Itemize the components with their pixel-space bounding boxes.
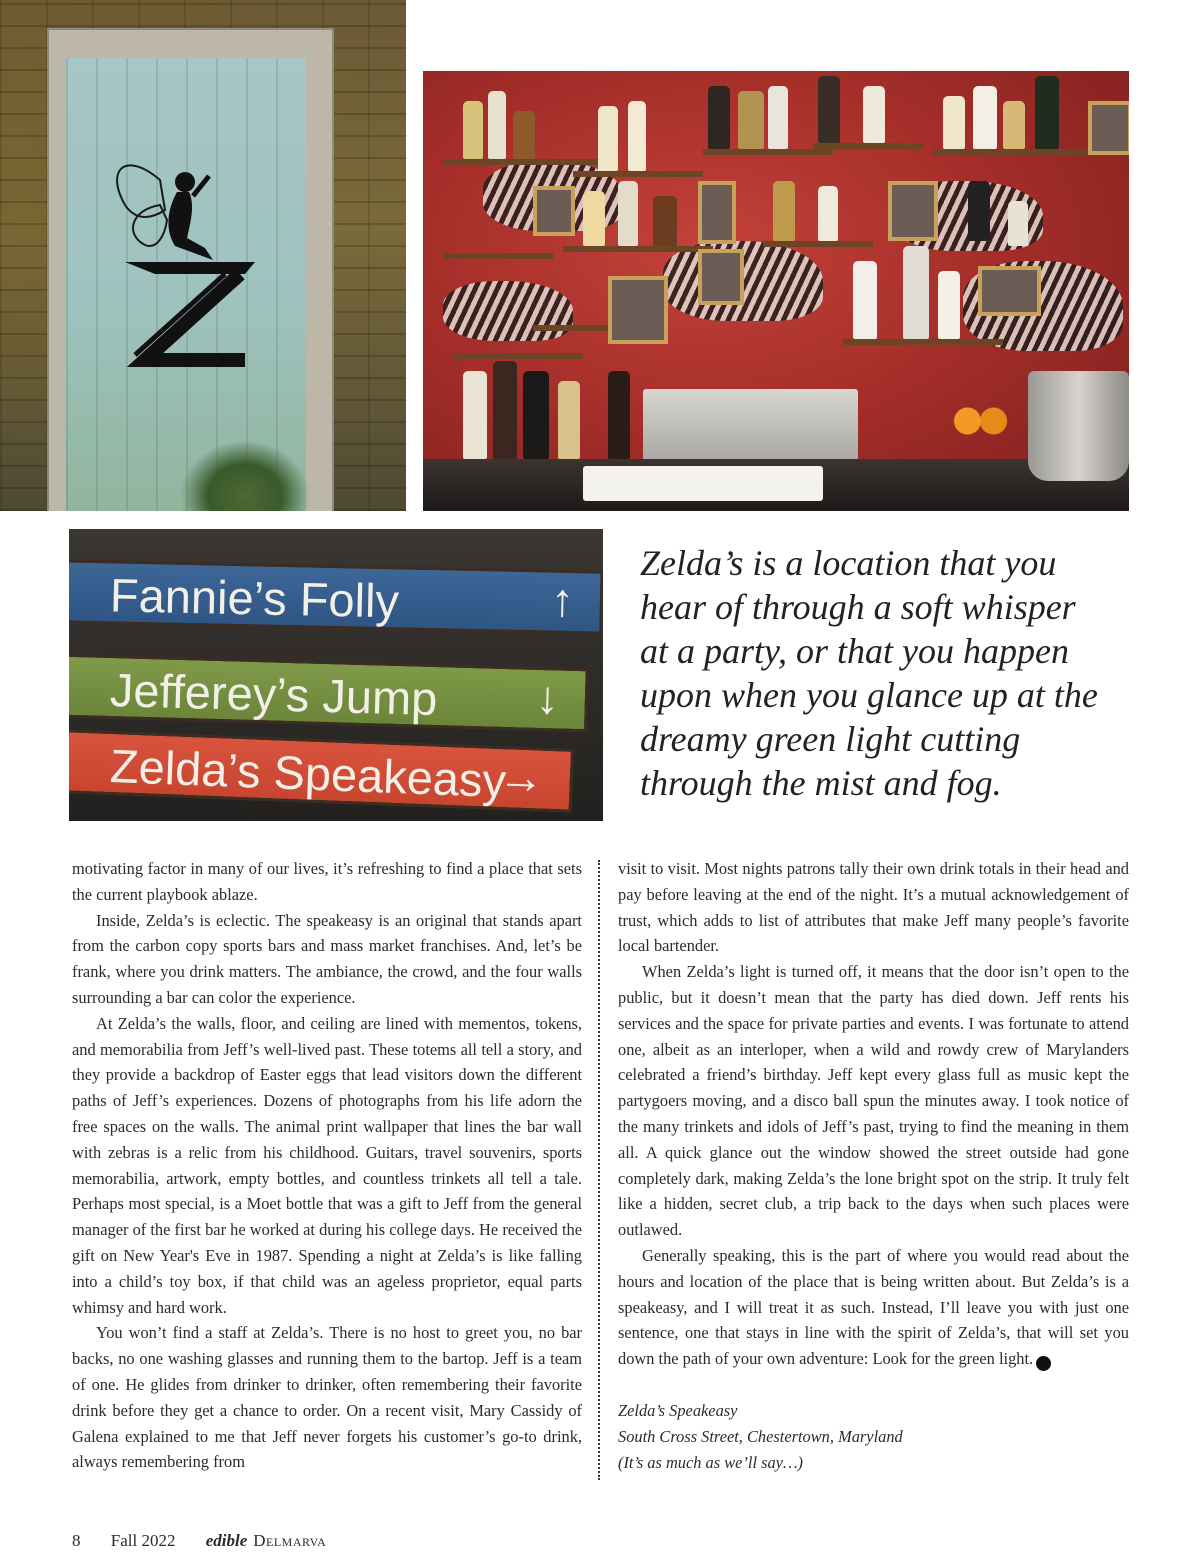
- orange-bowl: [948, 401, 1013, 441]
- bottle: [523, 371, 549, 459]
- issue-label: Fall 2022: [110, 1531, 176, 1550]
- end-mark-icon: e: [1036, 1356, 1051, 1371]
- bottle: [853, 261, 877, 339]
- bar-wall-photo: [423, 71, 1129, 511]
- bottle: [618, 181, 638, 246]
- shelf: [703, 149, 833, 155]
- signs-photo: [69, 529, 603, 821]
- article-column-right: [618, 856, 1129, 1372]
- bottle: [598, 106, 618, 171]
- bottle: [583, 191, 605, 246]
- bottle: [653, 196, 677, 246]
- framed-photo: [608, 276, 668, 344]
- shelf: [813, 143, 923, 149]
- bottle: [768, 86, 788, 149]
- page-number: 8: [72, 1531, 81, 1550]
- venue-name: Zelda’s Speakeasy: [618, 1401, 738, 1420]
- bottle: [628, 101, 646, 171]
- bottle: [708, 86, 730, 149]
- bottle: [943, 96, 965, 149]
- shelf: [763, 241, 873, 247]
- zebra-wallpaper: [443, 281, 573, 341]
- brand-prefix: edible: [205, 1531, 248, 1550]
- bottle: [463, 101, 483, 159]
- bottle: [968, 181, 990, 241]
- fairy-martini-logo-icon: [105, 150, 265, 380]
- bottle: [938, 271, 960, 339]
- paragraph-text: Generally speaking, this is the part of where you would read about the hours and location of the place that is being written about. But Zelda’s is a speakeasy, and I will treat it as such. Instead, I’ll leave you with just one sentence, one that stays in line with the spirit of Zelda’s, that will set you down the path of your own adventure: Look for the green light.: [618, 1245, 1129, 1369]
- bottle: [488, 91, 506, 159]
- shelf: [573, 171, 703, 177]
- paragraph: Inside, Zelda’s is eclectic. The speakeasy is an original that stands apart from the carbon copy sports bars and mass market franchises. And, let’s be frank, where you drink matters. The ambiance, the crowd, and the four walls surrounding a bar can color the experience.: [72, 910, 582, 1007]
- arrow-up-icon: ↑: [550, 573, 575, 627]
- brand-name: Delmarva: [253, 1531, 327, 1550]
- arrow-down-icon: ↓: [535, 670, 560, 724]
- bottle: [463, 371, 487, 459]
- framed-photo: [1088, 101, 1129, 155]
- page-footer: [72, 1531, 352, 1551]
- framed-photo: [533, 186, 575, 236]
- sign-label: Fannie’s Folly: [109, 568, 400, 628]
- bottle: [1035, 76, 1059, 149]
- shelf: [563, 246, 713, 252]
- bottle: [493, 361, 517, 459]
- bottle: [513, 111, 535, 159]
- venue-info: [618, 1398, 1129, 1475]
- arrow-right-icon: →: [496, 749, 545, 804]
- shelf: [933, 149, 1093, 155]
- column-divider: [598, 860, 600, 1480]
- paragraph-last: [618, 1243, 1129, 1372]
- framed-photo: [698, 249, 744, 305]
- framed-photo: [978, 266, 1041, 316]
- bottle: [738, 91, 764, 149]
- sign-fannies-folly: [69, 559, 603, 634]
- bottle: [818, 76, 840, 143]
- shelf: [443, 159, 603, 165]
- bottle: [818, 186, 838, 241]
- article-column-left: [72, 856, 582, 1475]
- bottle: [1008, 201, 1028, 246]
- cutting-board: [583, 466, 823, 501]
- paragraph: When Zelda’s light is turned off, it means that the door isn’t open to the public, but it doesn’t mean that the party has died down. Jeff rents his services and the space for private parties and events. I was fortunate to attend one, albeit as an interloper, when a wild and rowdy crew of Marylanders celebrated a friend’s birthday. Jeff kept every glass full as music kept the partygoers moving, and a disco ball spun the minutes away. I took notice of the many trinkets and idols of Jeff’s past, trying to find the meaning in them all. A quick glance out the window showed the street outside had gone completely dark, making Zelda’s the lone bright spot on the strip. It truly felt like a hidden, secret club, a trip back to the days when such places were outlawed.: [618, 962, 1129, 1240]
- sign-jefferys-jump: [69, 654, 589, 733]
- bottle: [903, 246, 929, 339]
- bottle: [608, 371, 630, 459]
- venue-address: South Cross Street, Chestertown, Maryland: [618, 1426, 903, 1446]
- shelf: [443, 253, 553, 259]
- sign-zeldas-speakeasy: [69, 729, 574, 813]
- paragraph: At Zelda’s the walls, floor, and ceiling are lined with mementos, tokens, and memorabilia from Jeff’s well-lived past. These totems all tell a story, and they provide a backdrop of Easter eggs that lead visitors down the different paths of Jeff’s experiences. Dozens of photographs from his life adorn the free spaces on the walls. The animal print wallpaper that lines the bar wall with zebras is a relic from his childhood. Guitars, travel souvenirs, sports memorabilia, artwork, empty bottles, and countless trinkets all tell a tale. Perhaps most special, is a Moet bottle that was a gift to Jeff from the general manager of the first bar he worked at during his college days. He received the gift on New Year's Eve in 1987. Spending a night at Zelda’s is like falling into a child’s toy box, if that child was an ageless proprietor, equal parts whimsy and hard work.: [72, 1013, 582, 1317]
- paragraph: You won’t find a staff at Zelda’s. There is no host to greet you, no bar backs, no one washing glasses and running them to the bartop. Jeff is a team of one. He glides from drinker to drinker, often remembering their favorite drink before they get a chance to order. On a recent visit, Mary Cassidy of Galena explained to me that Jeff never forgets his customer’s go-to drink, always remembering from: [72, 1323, 582, 1472]
- plant: [180, 440, 310, 511]
- pull-quote: Zelda’s is a location that you hear of through a soft whisper at a party, or that you happen upon when you glance up at the dreamy green light cutting through the mist and fog.: [640, 543, 1098, 803]
- shelf: [453, 353, 583, 359]
- paragraph: visit to visit. Most nights patrons tally their own drink totals in their head and pay before leaving at the end of the night. It’s a mutual acknowledgement of trust, which adds to list of attributes that make Jeff many people’s favorite local bartender.: [618, 859, 1129, 956]
- sign-label: Jefferey’s Jump: [109, 662, 439, 726]
- bottle: [973, 86, 997, 149]
- sign-label: Zelda’s Speakeasy: [109, 739, 508, 808]
- ice-bucket: [1028, 371, 1129, 481]
- paragraph: motivating factor in many of our lives, it’s refreshing to find a place that sets the current playbook ablaze.: [72, 859, 582, 904]
- bottle: [558, 381, 580, 459]
- bottle: [773, 181, 795, 241]
- bottle: [863, 86, 885, 143]
- shelf: [843, 339, 1003, 345]
- framed-photo: [698, 181, 736, 244]
- framed-photo: [888, 181, 938, 241]
- door-photo: [0, 0, 406, 511]
- venue-note: (It’s as much as we’ll say…): [618, 1452, 803, 1472]
- bottle: [1003, 101, 1025, 149]
